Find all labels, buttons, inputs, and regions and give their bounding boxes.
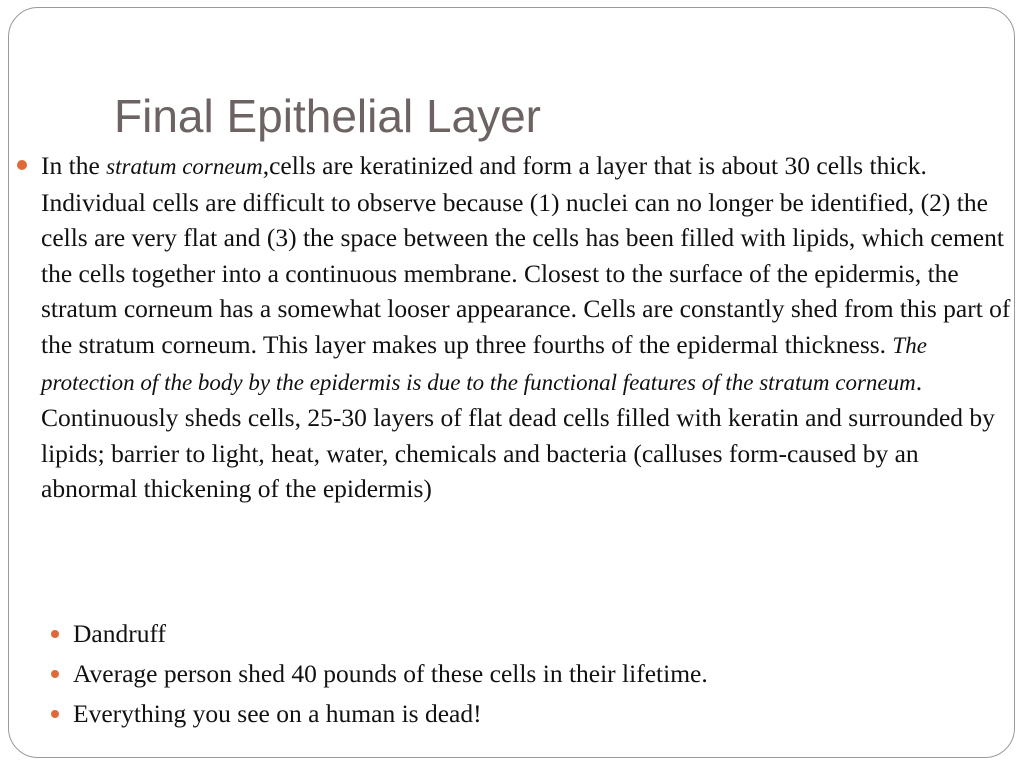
slide-title: Final Epithelial Layer [114, 90, 542, 142]
main-bullet-text-c: . Continuously sheds cells, 25-30 layers of flat dead cells filled with keratin and surrounded by lipids; barrier to light, heat, water, chemicals and bacteria (calluses form-caused by an abnormal thickening of the epidermis) [41, 366, 995, 504]
sub-bullet-list [73, 619, 1003, 739]
sub-bullet-dot-icon [51, 710, 59, 718]
sub-bullet-text: Everything you see on a human is dead! [73, 699, 482, 728]
sub-bullet-dot-icon [51, 670, 59, 678]
main-bullet-text-b: ,cells are keratinized and form a layer that is about 30 cells thick. Individual cells are difficult to observe because (1) nuclei can no longer be identified, (2) the cells are very flat and (3) the space between the cells has been filled with lipids, which cement the cells together into a continuous membrane. Closest to the surface of the epidermis, the stratum corneum has a somewhat looser appearance. Cells are constantly shed from this part of the stratum corneum. This layer makes up three fourths of the epidermal thickness. [41, 151, 1011, 359]
main-bullet-italic-term: stratum corneum [106, 154, 263, 179]
sub-bullet-text: Average person shed 40 pounds of these cells in their lifetime. [73, 659, 708, 688]
sub-bullet-dot-icon [51, 630, 59, 638]
sub-bullet-item [73, 619, 1003, 649]
main-bullet-italic-sentence: The protection of the body by the epidermis is due to the functional features of the stratum corneum [41, 332, 927, 395]
sub-bullet-item [73, 659, 1003, 689]
sub-bullet-item [73, 699, 1003, 729]
main-bullet-text-a: In the [41, 151, 107, 180]
sub-bullet-text: Dandruff [73, 619, 166, 648]
main-bullet-item [41, 148, 1013, 507]
bullet-dot-icon [17, 160, 27, 170]
